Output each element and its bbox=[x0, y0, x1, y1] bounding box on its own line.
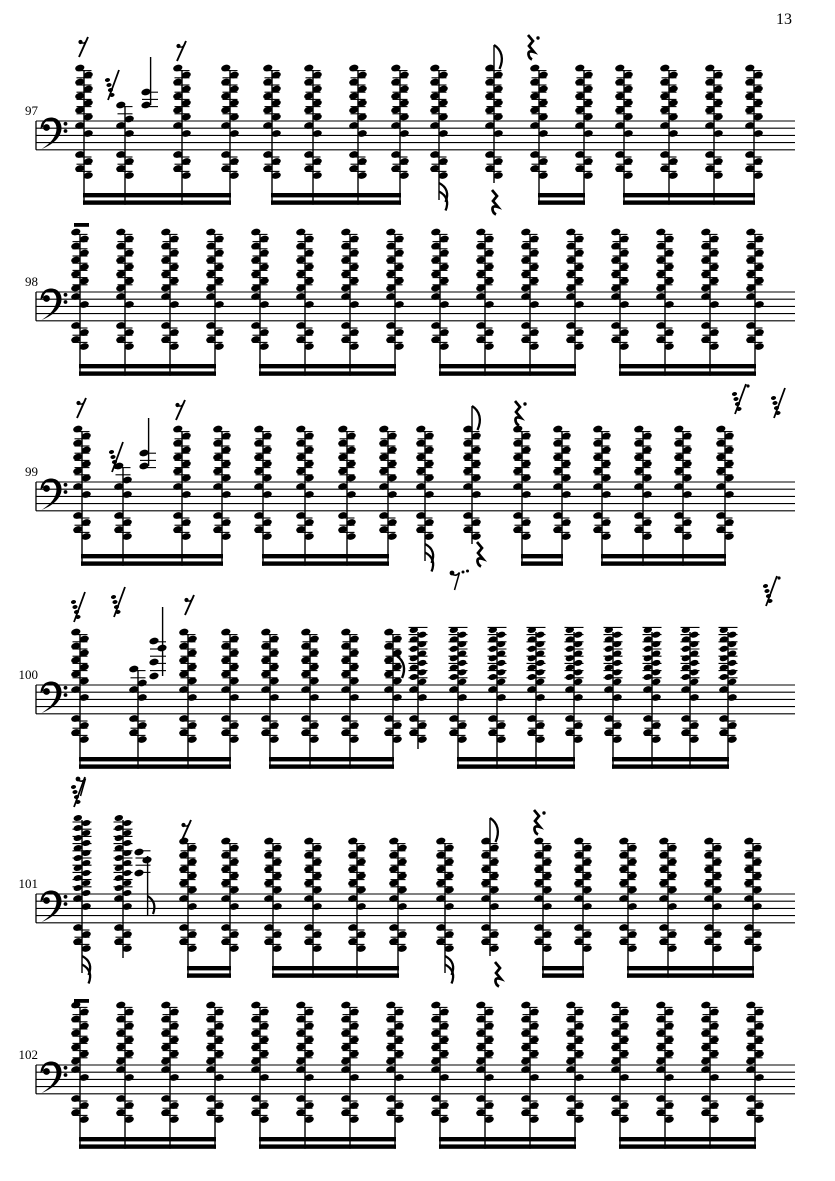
measure-number: 99 bbox=[25, 464, 38, 479]
measure-number: 100 bbox=[18, 667, 38, 682]
measure-number: 101 bbox=[18, 876, 38, 891]
measure-number: 102 bbox=[18, 1047, 38, 1062]
page-number: 13 bbox=[776, 11, 792, 28]
measure-number: 97 bbox=[25, 103, 38, 118]
measure-number: 98 bbox=[25, 274, 38, 289]
